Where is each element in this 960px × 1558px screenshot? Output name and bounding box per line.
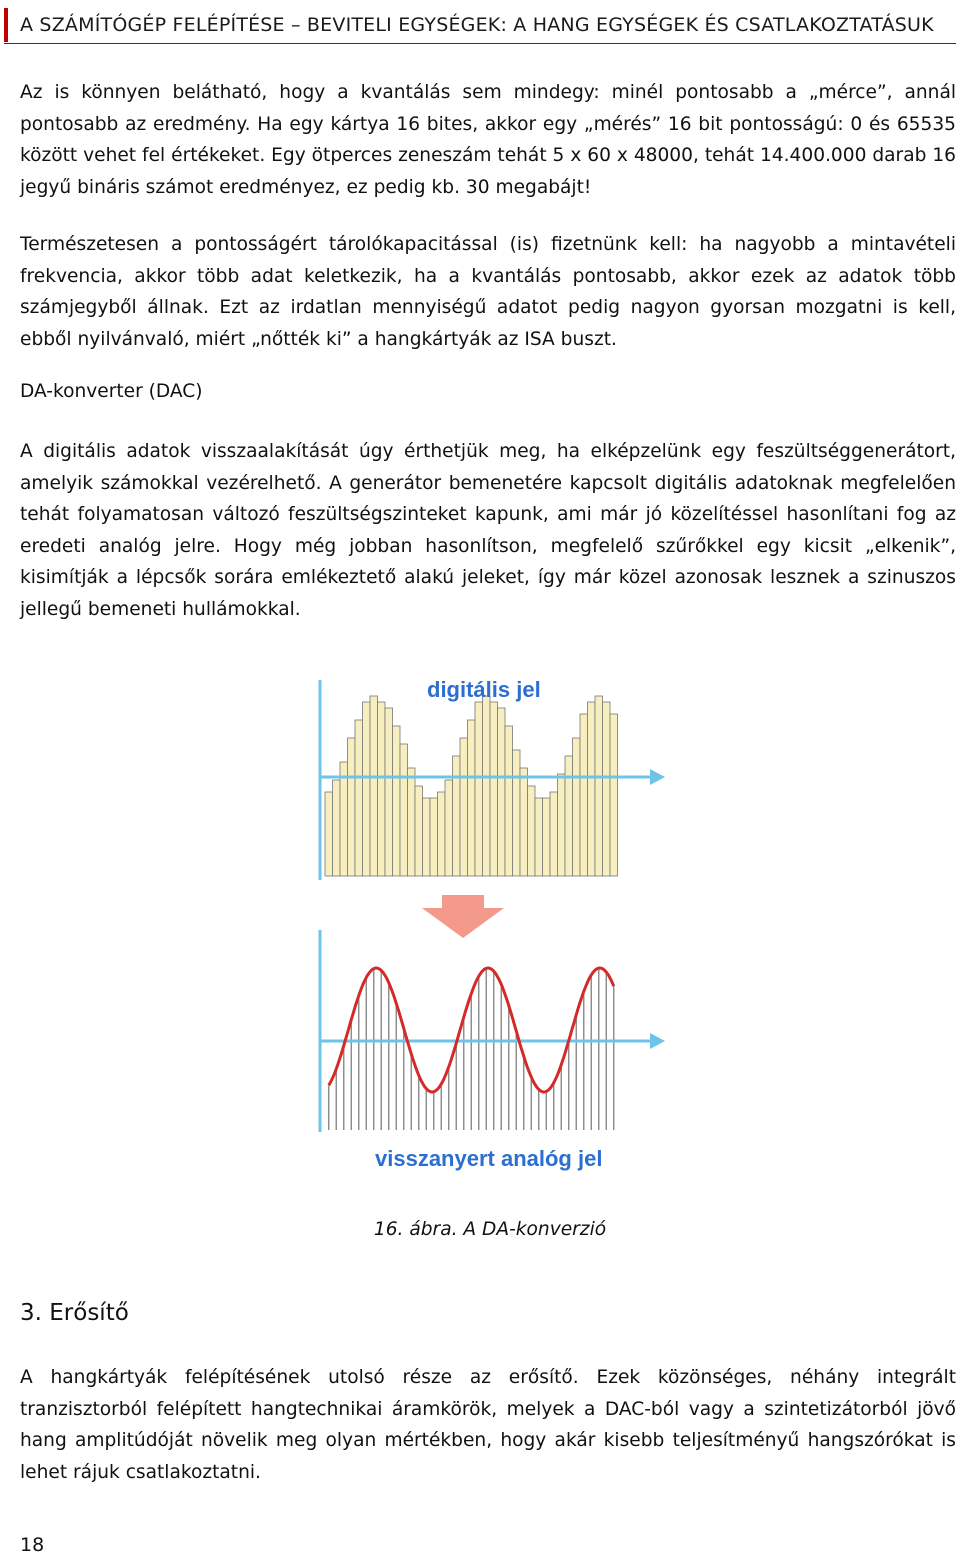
digital-sample-bar	[400, 744, 408, 876]
digital-signal-label: digitális jel	[427, 677, 541, 702]
digital-sample-bar	[565, 756, 573, 876]
digital-sample-bar	[483, 696, 491, 876]
digital-sample-bar	[438, 792, 446, 876]
digital-sample-bar	[460, 738, 468, 876]
section-title-amplifier: 3. Erősítő	[20, 1300, 129, 1326]
header-title: A SZÁMÍTÓGÉP FELÉPÍTÉSE – BEVITELI EGYSÉGEK: A HANG EGYSÉGEK ÉS CSATLAKOZTATÁSUK	[20, 14, 934, 36]
digital-sample-bar	[535, 798, 543, 876]
top-x-axis-arrowhead	[650, 769, 665, 785]
digital-sample-bar	[378, 702, 386, 876]
subheading-dac: DA-konverter (DAC)	[20, 381, 203, 402]
digital-sample-bar	[505, 726, 513, 876]
down-arrow	[422, 895, 504, 938]
digital-sample-bar	[370, 696, 378, 876]
da-conversion-figure	[290, 670, 680, 1190]
page-header	[0, 0, 960, 44]
digital-sample-bar	[543, 798, 551, 876]
digital-sample-bar	[333, 780, 341, 876]
paragraph-amplifier: A hangkártyák felépítésének utolsó része az erősítő. Ezek közönséges, néhány integrált tranzisztorból felépített hangtechnikai áramkörök, melyek a DAC-ból vagy a szintetizátorból jövő hang amplitúdóját növelik meg olyan mértékben, hogy akár kisebb teljesítményű hangszórókat is lehet rájuk csatlakoztatni.	[20, 1367, 956, 1483]
digital-sample-bar	[528, 786, 536, 876]
digital-sample-bar	[558, 774, 566, 876]
digital-sample-bar	[408, 768, 416, 876]
digital-sample-bar	[423, 798, 431, 876]
digital-sample-bar	[580, 714, 588, 876]
header-rule	[4, 43, 956, 44]
digital-sample-bar	[588, 702, 596, 876]
page-number: 18	[20, 1534, 45, 1556]
bottom-x-axis-arrowhead	[650, 1033, 665, 1049]
digital-sample-bar	[385, 708, 393, 876]
digital-sample-bar	[573, 738, 581, 876]
digital-sample-bar	[363, 702, 371, 876]
digital-sample-bar	[513, 750, 521, 876]
analog-signal-label: visszanyert analóg jel	[375, 1146, 603, 1171]
paragraph-quantization: Az is könnyen belátható, hogy a kvantálás sem mindegy: minél pontosabb a „mérce”, annál pontosabb az eredmény. Ha egy kártya 16 bites, akkor egy „mérés” 16 bit pontosságú: 0 és 65535 között vehet fel értékeket. Egy ötperces zeneszám tehát 5 x 60 x 48000, tehát 14.400.000 darab 16 jegyű bináris számot eredményez, ez pedig kb. 30 megabájt!	[20, 82, 956, 198]
digital-sample-bar	[498, 708, 506, 876]
digital-sample-bar	[415, 786, 423, 876]
digital-sample-bar	[430, 798, 438, 876]
digital-sample-bar	[520, 768, 528, 876]
digital-sample-bar	[595, 696, 603, 876]
digital-sample-bar	[603, 702, 611, 876]
da-conversion-diagram	[290, 670, 680, 1190]
digital-sample-bar	[610, 714, 618, 876]
figure-caption: 16. ábra. A DA-konverzió	[373, 1219, 607, 1240]
digital-sample-bar	[393, 726, 401, 876]
paragraph-storage: Természetesen a pontosságért tárolókapacitással (is) fizetnünk kell: ha nagyobb a mintavételi frekvencia, akkor több adat keletkezik, ha a kvantálás pontosabb, akkor ezek az adatok több számjegyből állnak. Ezt az irdatlan mennyiségű adatot pedig nagyon gyorsan mozgatni is kell, ebből nyilvánvaló, miért „nőtték ki” a hangkártyák az ISA buszt.	[20, 234, 956, 350]
header-accent-bar	[4, 8, 8, 42]
digital-sample-bar	[550, 792, 558, 876]
digital-sample-bar	[468, 720, 476, 876]
digital-sample-bar	[453, 756, 461, 876]
paragraph-dac: A digitális adatok visszaalakítását úgy érthetjük meg, ha elképzelünk egy feszültséggenerátort, amelyik számokkal vezérelhető. A generátor bemenetére kapcsolt digitális adatoknak megfelelően tehát folyamatosan változó feszültségszinteket kapunk, ami már jó közelítéssel hasonlítani fog az eredeti analóg jelre. Hogy még jobban hasonlítson, megfelelő szűrőkkel egy kicsit „elkenik”, kisimítják a lépcsők sorára emlékeztető alakú jeleket, így már közel azonosak lesznek a szinuszos jellegű bemeneti hullámokkal.	[20, 441, 956, 620]
digital-sample-bar	[340, 762, 348, 876]
digital-sample-bar	[325, 792, 333, 876]
digital-sample-bar	[355, 720, 363, 876]
digital-sample-bar	[348, 738, 356, 876]
digital-sample-bar	[475, 702, 483, 876]
digital-sample-bar	[445, 780, 453, 876]
digital-sample-bar	[490, 702, 498, 876]
